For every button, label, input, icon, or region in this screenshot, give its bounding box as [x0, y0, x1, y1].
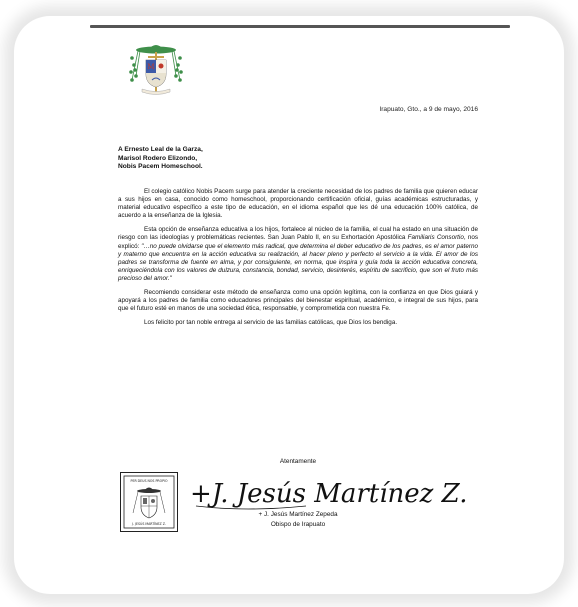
paragraph-2 [118, 226, 478, 283]
signer-name: + J. Jesús Martínez Zepeda [258, 511, 338, 518]
addressee-line: A Ernesto Leal de la Garza, [118, 146, 203, 153]
closing-salutation: Atentamente [279, 458, 317, 465]
letter-page [118, 40, 478, 550]
letter-date: Irapuato, Gto., a 9 de mayo, 2016 [379, 106, 478, 113]
paragraph-3: Recomiendo considerar este método de enseñanza como una opción legítima, con la confianza en que Dios guiará y apoyará a los padres de familia como educadores principales del bienestar espiritual, académico, e integral de sus hijos, para que el futuro esté en manos de una sociedad ética, responsable, y comprometida con nuestra Fe. [118, 289, 478, 313]
paragraph-2-intro: Esta opción de enseñanza educativa a los hijos, fortalece al núcleo de la familia, el cual ha estado en una situación de riesgo con las ideologías y problemáticas recientes. San Juan Pablo II, en su Exhortación Apostólica [118, 226, 478, 242]
addressee-block [118, 146, 418, 172]
signer-block [118, 510, 478, 530]
paragraph-1: El colegio católico Nobis Pacem surge para atender la creciente necesidad de los padres de familia que quieren educar a sus hijos en casa, conocido como homeschool, proporcionando certificación oficial, guías académicas estructuradas, y material educativo específico a este tipo de educación, en el idioma español que les dé una educación 100% católica, de acuerdo a la enseñanza de la Iglesia. [118, 188, 478, 220]
seal-name: J. JESÚS MARTÍNEZ Z. [132, 522, 166, 526]
signature-script: +J. Jesús Martínez Z. [190, 479, 468, 509]
addressee-line: Marisol Rodero Elizondo, [118, 154, 198, 162]
paragraph-4: Los felicito por tan noble entrega al servicio de las familias católicas, que Dios los bendiga. [144, 319, 398, 327]
svg-text:M: M [147, 63, 155, 71]
coat-of-arms-icon [126, 40, 186, 96]
seal-motto: PER DEUS NOS PROPIO [130, 479, 168, 483]
addressee-line: Nobis Pacem Homeschool. [118, 163, 203, 171]
paragraph-2-mid: , nos explicó: [118, 234, 479, 250]
encyclical-title: Familiaris Consortio [407, 234, 464, 242]
letter-body [118, 188, 478, 333]
papal-quote: "…no puede olvidarse que el elemento más radical, que determina el deber educativo de los padres, es el amor paterno y materno que encuentra en la acción educativa su realización, al hacer pleno y perfecto el servicio a la vida. El amor de los padres se transforma de fuente en alma, y por consiguiente, en norma, que inspira y guía toda la acción educativa concreta, enriqueciéndola con los valores de dulzura, constancia, bondad, servicio, desinterés, espíritu de sacrificio, que son el fruto más precioso del amor." [118, 242, 478, 282]
top-edge-bar [90, 25, 510, 28]
signer-title: Obispo de Irapuato [270, 521, 326, 528]
